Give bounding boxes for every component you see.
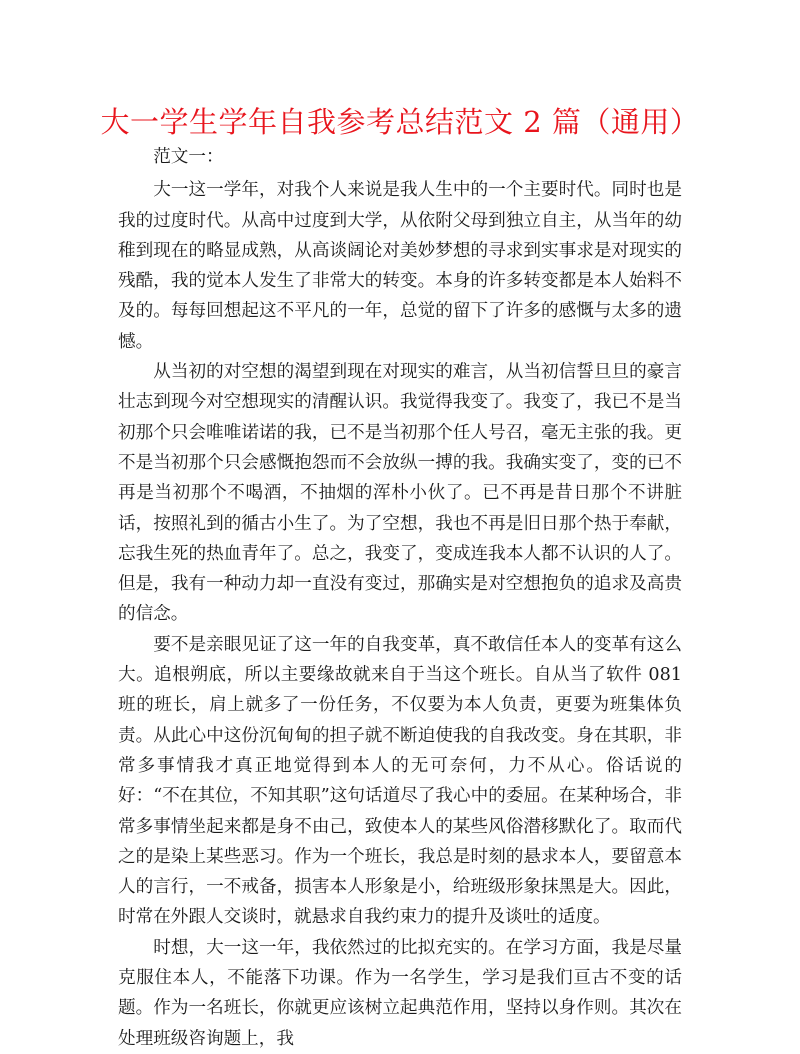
paragraph-4: 时想，大一这一年，我依然过的比拟充实的。在学习方面，我是尽量克服住本人，不能落下功课。作为一名学生，学习是我们亘古不变的话题。作为一名班长，你就更应该树立起典范作用，坚持以身作则。其次在处理班级咨询题上，我 [118, 937, 682, 1049]
document-body [118, 142, 682, 1054]
paragraph-2: 从当初的对空想的渴望到现在对现实的难言，从当初信誓旦旦的豪言壮志到现今对空想现实的清醒认识。我觉得我变了。我变了，我已不是当初那个只会唯唯诺诺的我，已不是当初那个任人号召，毫无主张的我。更不是当初那个只会感慨抱怨而不会放纵一搏的我。我确实变了，变的已不再是当初那个不喝酒，不抽烟的浑朴小伙了。已不再是昔日那个不讲脏话，按照礼到的循古小生了。为了空想，我也不再是旧日那个热于奉献，忘我生死的热血青年了。总之，我变了，变成连我本人都不认识的人了。但是，我有一种动力却一直没有变过，那确实是对空想抱负的追求及高贵的信念。 [118, 362, 682, 625]
document-title: 大一学生学年自我参考总结范文 2 篇（通用） [100, 105, 700, 139]
section-label: 范文一： [153, 147, 224, 167]
paragraph-1: 大一这一学年，对我个人来说是我人生中的一个主要时代。同时也是我的过度时代。从高中过度到大学，从依附父母到独立自主，从当年的幼稚到现在的略显成熟，从高谈阔论对美妙梦想的寻求到实事求是对现实的残酷，我的觉本人发生了非常大的转变。本身的许多转变都是本人始料不及的。每每回想起这不平凡的一年，总觉的留下了许多的感慨与太多的遗憾。 [118, 180, 682, 352]
paragraph-3: 要不是亲眼见证了这一年的自我变革，真不敢信任本人的变革有这么大。追根朔底，所以主要缘故就来自于当这个班长。自从当了软件 081 班的班长，肩上就多了一份任务，不仅要为本人负责，更要为班集体负责。从此心中这份沉甸甸的担子就不断迫使我的自我改变。身在其职，非常多事情我才真正地觉得到本人的无可奈何，力不从心。俗话说的好：“不在其位，不知其职”这句话道尽了我心中的委屈。在某种场合，非常多事情坐起来都是身不由己，致使本人的某些风俗潜移默化了。取而代之的是染上某些恶习。作为一个班长，我总是时刻的悬求本人，要留意本人的言行，一不戒备，损害本人形象是小，给班级形象抹黑是大。因此，时常在外跟人交谈时，就悬求自我约束力的提升及谈吐的适度。 [118, 634, 682, 928]
